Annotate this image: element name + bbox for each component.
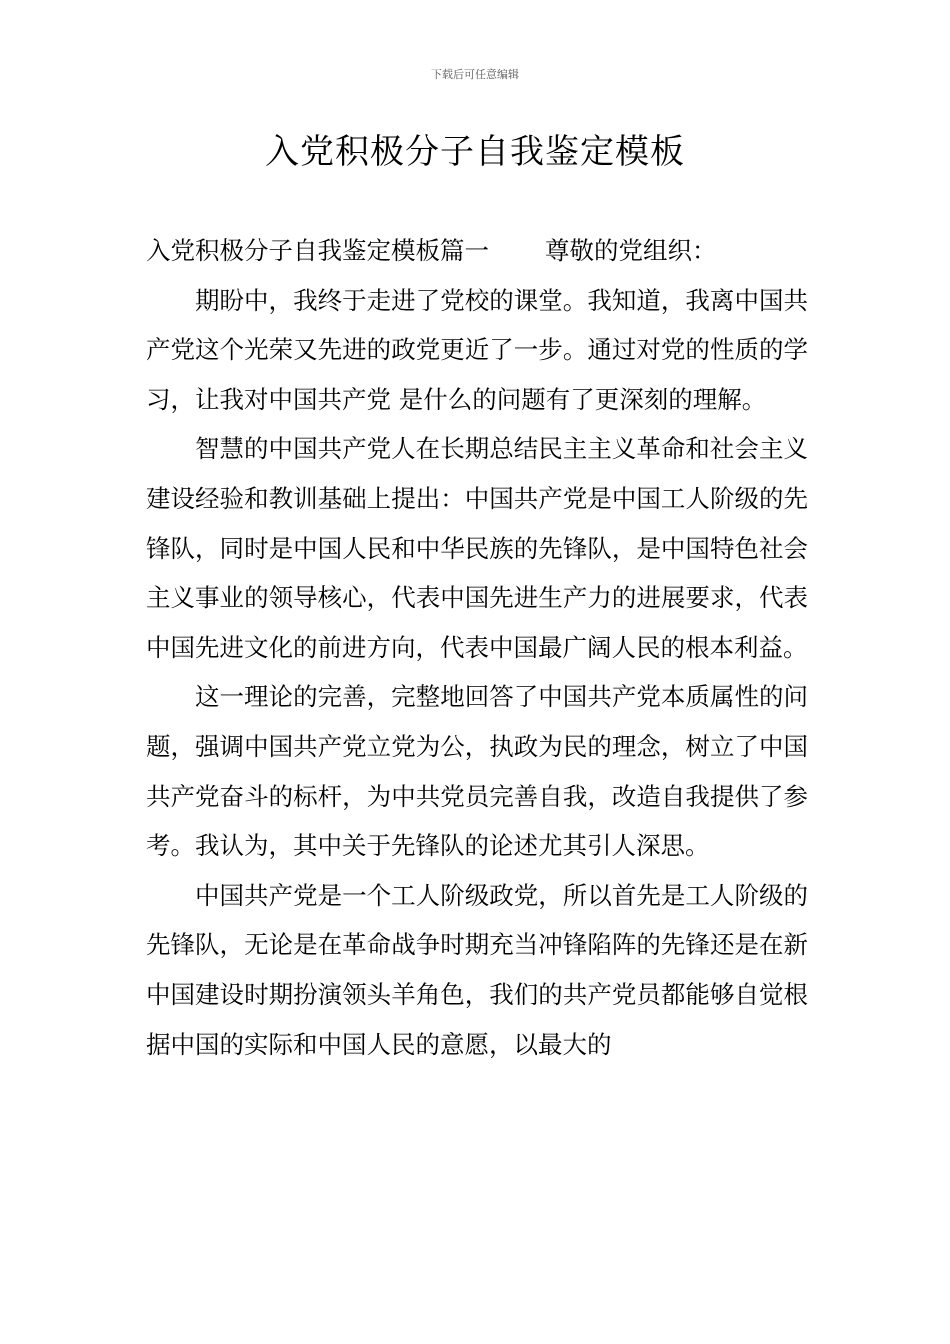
document-body: [146, 226, 808, 1069]
paragraph: 期盼中，我终于走进了党校的课堂。我知道，我离中国共产党这个光荣又先进的政党更近了一步。通过对党的性质的学习，让我对中国共产党 是什么的问题有了更深刻的理解。: [146, 285, 808, 414]
salutation: 尊敬的党组织：: [545, 236, 717, 265]
section-label: 入党积极分子自我鉴定模板篇一: [146, 236, 489, 265]
paragraph: 智慧的中国共产党人在长期总结民主主义革命和社会主义建设经验和教训基础上提出：中国共产党是中国工人阶级的先锋队，同时是中国人民和中华民族的先锋队，是中国特色社会主义事业的领导核心，代表中国先进生产力的进展要求，代表中国先进文化的前进方向，代表中国最广阔人民的根本利益。: [146, 434, 808, 662]
paragraph: 中国共产党是一个工人阶级政党，所以首先是工人阶级的先锋队，无论是在革命战争时期充当冲锋陷阵的先锋还是在新中国建设时期扮演领头羊角色，我们的共产党员都能够自觉根据中国的实际和中国人民的意愿，以最大的: [146, 880, 808, 1059]
document-title: 入党积极分子自我鉴定模板: [265, 132, 685, 172]
header-note: 下载后可任意编辑: [431, 68, 519, 81]
intro-line: [146, 226, 808, 276]
paragraph: 这一理论的完善，完整地回答了中国共产党本质属性的问题，强调中国共产党立党为公，执政为民的理念，树立了中国共产党奋斗的标杆，为中共党员完善自我，改造自我提供了参考。我认为，其中关于先锋队的论述尤其引人深思。: [146, 682, 808, 861]
